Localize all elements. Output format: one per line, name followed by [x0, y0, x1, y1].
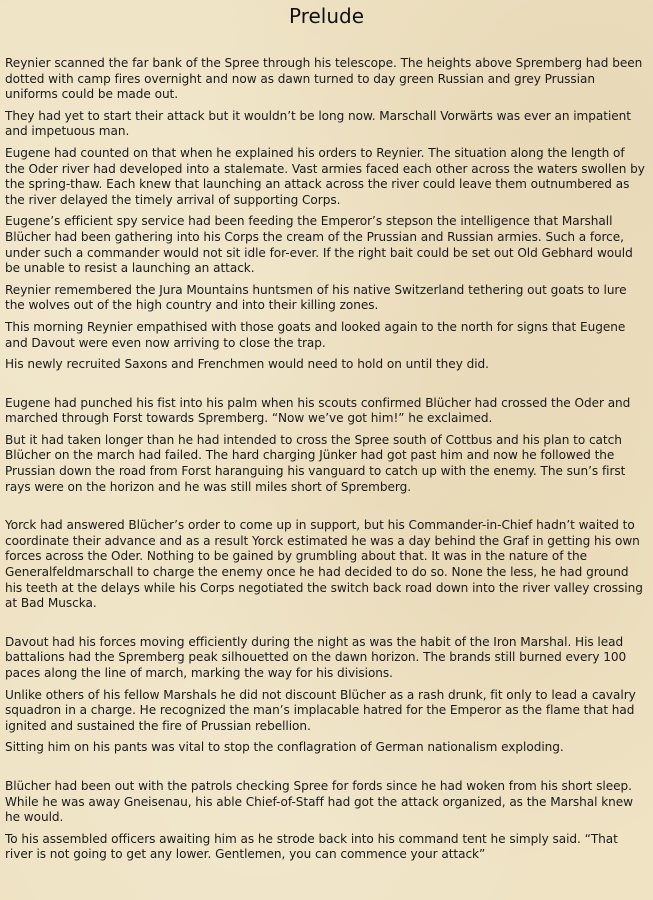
- paragraph: Yorck had answered Blücher’s order to come up in support, but his Commander-in-Chief hadn’t waited to coordinate their advance and as a result Yorck estimated he was a day behind the Graf in getting his own forces across the Oder. Nothing to be gained by grumbling about that. It was in the nature of the Generalfeldmarschall to charge the enemy once he had decided to do so. None the less, he had ground his teeth at the delays while his Corps negotiated the switch back road down into the river valley crossing at Bad Muscka.: [5, 518, 643, 611]
- paragraph: Unlike others of his fellow Marshals he did not discount Blücher as a rash drunk, fit only to lead a cavalry squadron in a charge. He recognized the man’s implacable hatred for the Emperor as the flame that had ignited and sustained the fire of Prussian rebellion.: [5, 687, 636, 733]
- section-yorck: [5, 518, 648, 612]
- paragraph: They had yet to start their attack but it wouldn’t be long now. Marschall Vorwärts was ever an impatient and impetuous man.: [5, 108, 631, 139]
- paragraph: To his assembled officers awaiting him as he strode back into his command tent he simply said. “That river is not going to get any lower. Gentlemen, you can commence your attack”: [5, 831, 618, 862]
- section-davout: [5, 635, 648, 756]
- paragraph: Davout had his forces moving efficiently during the night as was the habit of the Iron Marshal. His lead battalions had the Spremberg peak silhouetted on the dawn horizon. The brands still burned every 100 paces along the line of march, marking the way for his divisions.: [5, 634, 627, 680]
- paragraph: But it had taken longer than he had intended to cross the Spree south of Cottbus and his plan to catch Blücher on the march had failed. The hard charging Jünker had got past him and now he followed the Prussian down the road from Forst haranguing his vanguard to catch up with the enemy. The sun’s first rays were on the horizon and he was still miles short of Spremberg.: [5, 432, 626, 494]
- paragraph: Eugene’s efficient spy service had been feeding the Emperor’s stepson the intelligence that Marshall Blücher had been gathering into his Corps the cream of the Prussian and Russian armies. Such a force, under such a commander would not sit idle for-ever. If the right bait could be set out Old Gebhard would be unable to resist a launching an attack.: [5, 214, 633, 276]
- section-reynier: [5, 56, 648, 373]
- paragraph: His newly recruited Saxons and Frenchmen would need to hold on until they did.: [5, 357, 489, 372]
- paragraph: This morning Reynier empathised with those goats and looked again to the north for signs that Eugene and Davout were even now arriving to close the trap.: [5, 319, 626, 350]
- section-eugene: [5, 396, 648, 496]
- paragraph: Eugene had punched his fist into his palm when his scouts confirmed Blücher had crossed the Oder and marched through Forst towards Spremberg. “Now we’ve got him!” he exclaimed.: [5, 395, 631, 426]
- paragraph: Reynier scanned the far bank of the Spree through his telescope. The heights above Spremberg had been dotted with camp fires overnight and now as dawn turned to day green Russian and grey Prussian uniforms could be made out.: [5, 56, 643, 102]
- paragraph: Reynier remembered the Jura Mountains huntsmen of his native Switzerland tethering out goats to lure the wolves out of the high country and into their killing zones.: [5, 282, 627, 313]
- paragraph: Eugene had counted on that when he explained his orders to Reynier. The situation along the length of the Oder river had developed into a stalemate. Vast armies faced each other across the waters swollen by the spring-thaw. Each knew that launching an attack across the river could leave them outnumbered as the river delayed the timely arrival of supporting Corps.: [5, 145, 645, 207]
- page-title: Prelude: [288, 4, 365, 28]
- paragraph: Sitting him on his pants was vital to stop the conflagration of German nationalism exploding.: [5, 740, 564, 755]
- section-blucher: [5, 779, 648, 863]
- paragraph: Blücher had been out with the patrols checking Spree for fords since he had woken from his short sleep. While he was away Gneisenau, his able Chief-of-Staff had got the attack organized, as the Marshal knew he would.: [5, 778, 634, 825]
